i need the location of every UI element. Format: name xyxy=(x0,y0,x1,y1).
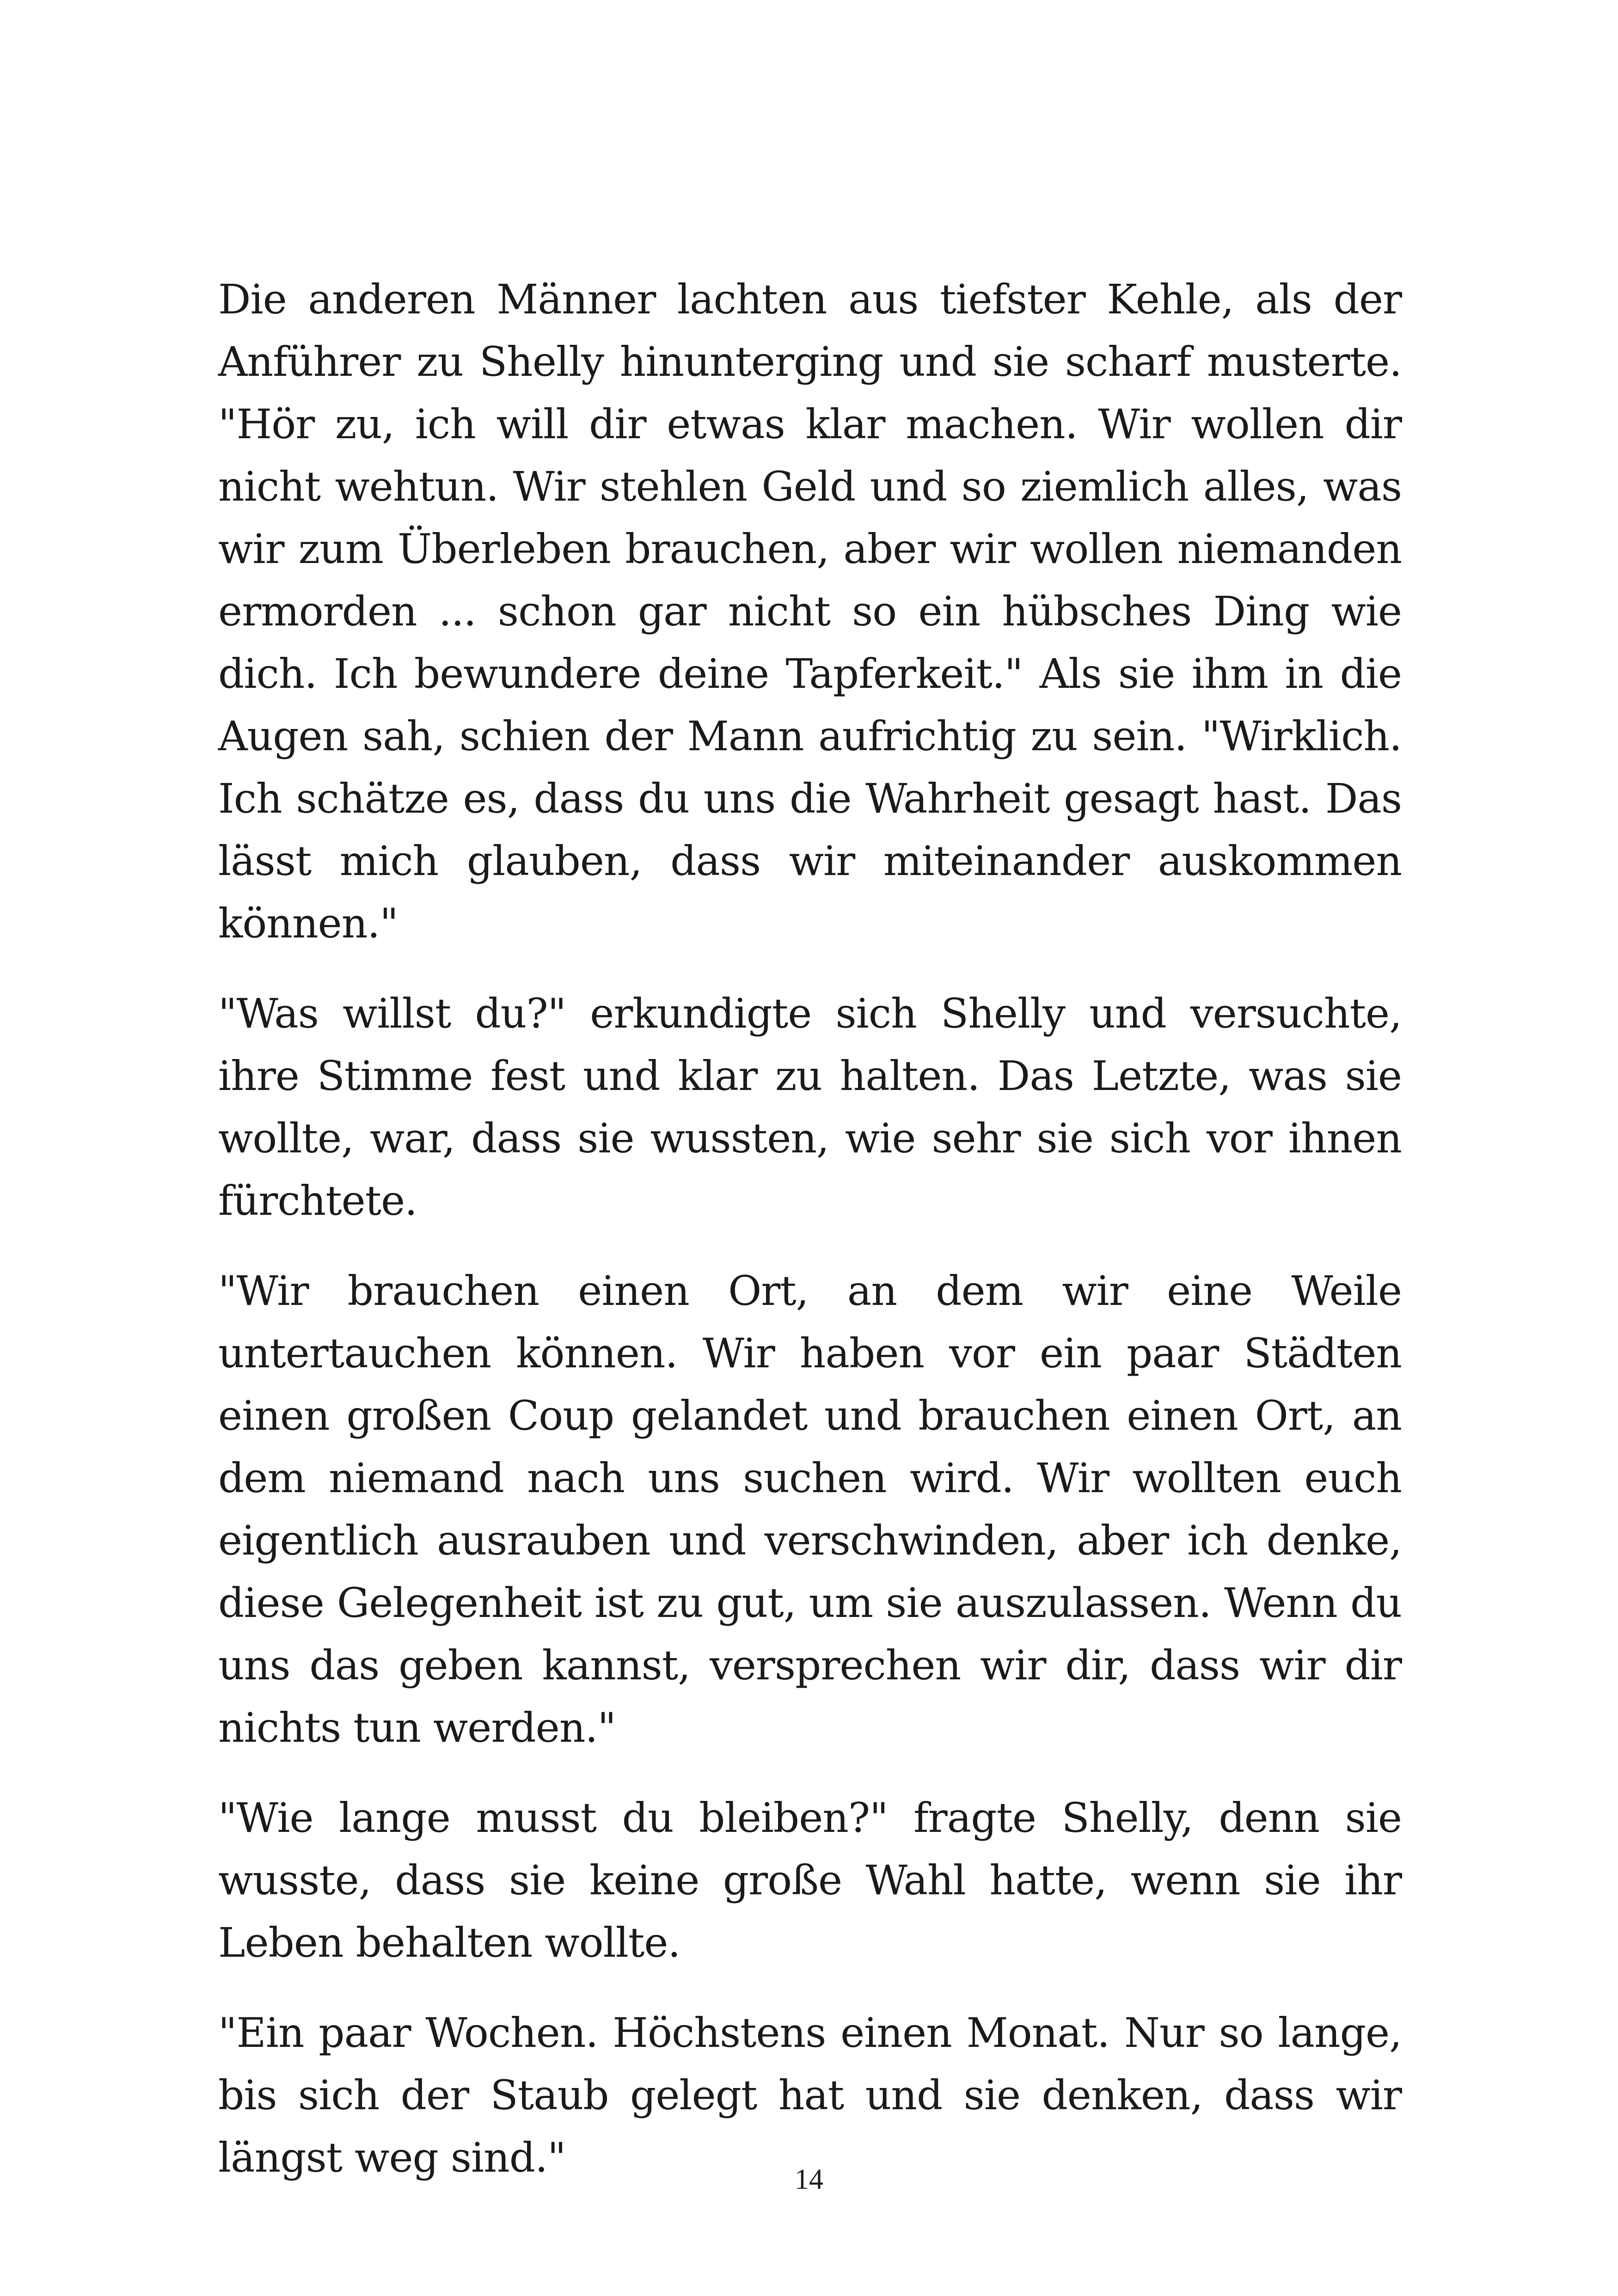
body-text xyxy=(218,268,1402,2216)
paragraph-5: "Ein paar Wochen. Höchstens einen Monat. Nur so lange, bis sich der Staub gelegt hat und sie denken, dass wir längst weg sind." xyxy=(218,2009,1402,2181)
page-number: 14 xyxy=(795,2164,823,2195)
paragraph-3: "Wir brauchen einen Ort, an dem wir eine Weile untertauchen können. Wir haben vor ein paar Städten einen großen Coup gelandet und brauchen einen Ort, an dem niemand nach uns suchen wird. Wir wollten euch eigentlich ausrauben und verschwinden, aber ich denke, diese Gelegenheit ist zu gut, um sie auszulassen. Wenn du uns das geben kannst, versprechen wir dir, dass wir dir nichts tun werden." xyxy=(218,1267,1402,1751)
paragraph-2: "Was willst du?" erkundigte sich Shelly und versuchte, ihre Stimme fest und klar zu halten. Das Letzte, was sie wollte, war, dass sie wussten, wie sehr sie sich vor ihnen fürchtete. xyxy=(218,990,1402,1225)
paragraph-1: Die anderen Männer lachten aus tiefster Kehle, als der Anführer zu Shelly hinunterging und sie scharf musterte. "Hör zu, ich will dir etwas klar machen. Wir wollen dir nicht wehtun. Wir stehlen Geld und so ziemlich alles, was wir zum Überleben brauchen, aber wir wollen niemanden ermorden ... schon gar nicht so ein hübsches Ding wie dich. Ich bewundere deine Tapferkeit." Als sie ihm in die Augen sah, schien der Mann aufrichtig zu sein. "Wirklich. Ich schätze es, dass du uns die Wahrheit gesagt hast. Das lässt mich glauben, dass wir miteinander auskommen können." xyxy=(218,276,1402,947)
paragraph-4: "Wie lange musst du bleiben?" fragte Shelly, denn sie wusste, dass sie keine große Wahl hatte, wenn sie ihr Leben behalten wollte. xyxy=(218,1794,1402,1966)
